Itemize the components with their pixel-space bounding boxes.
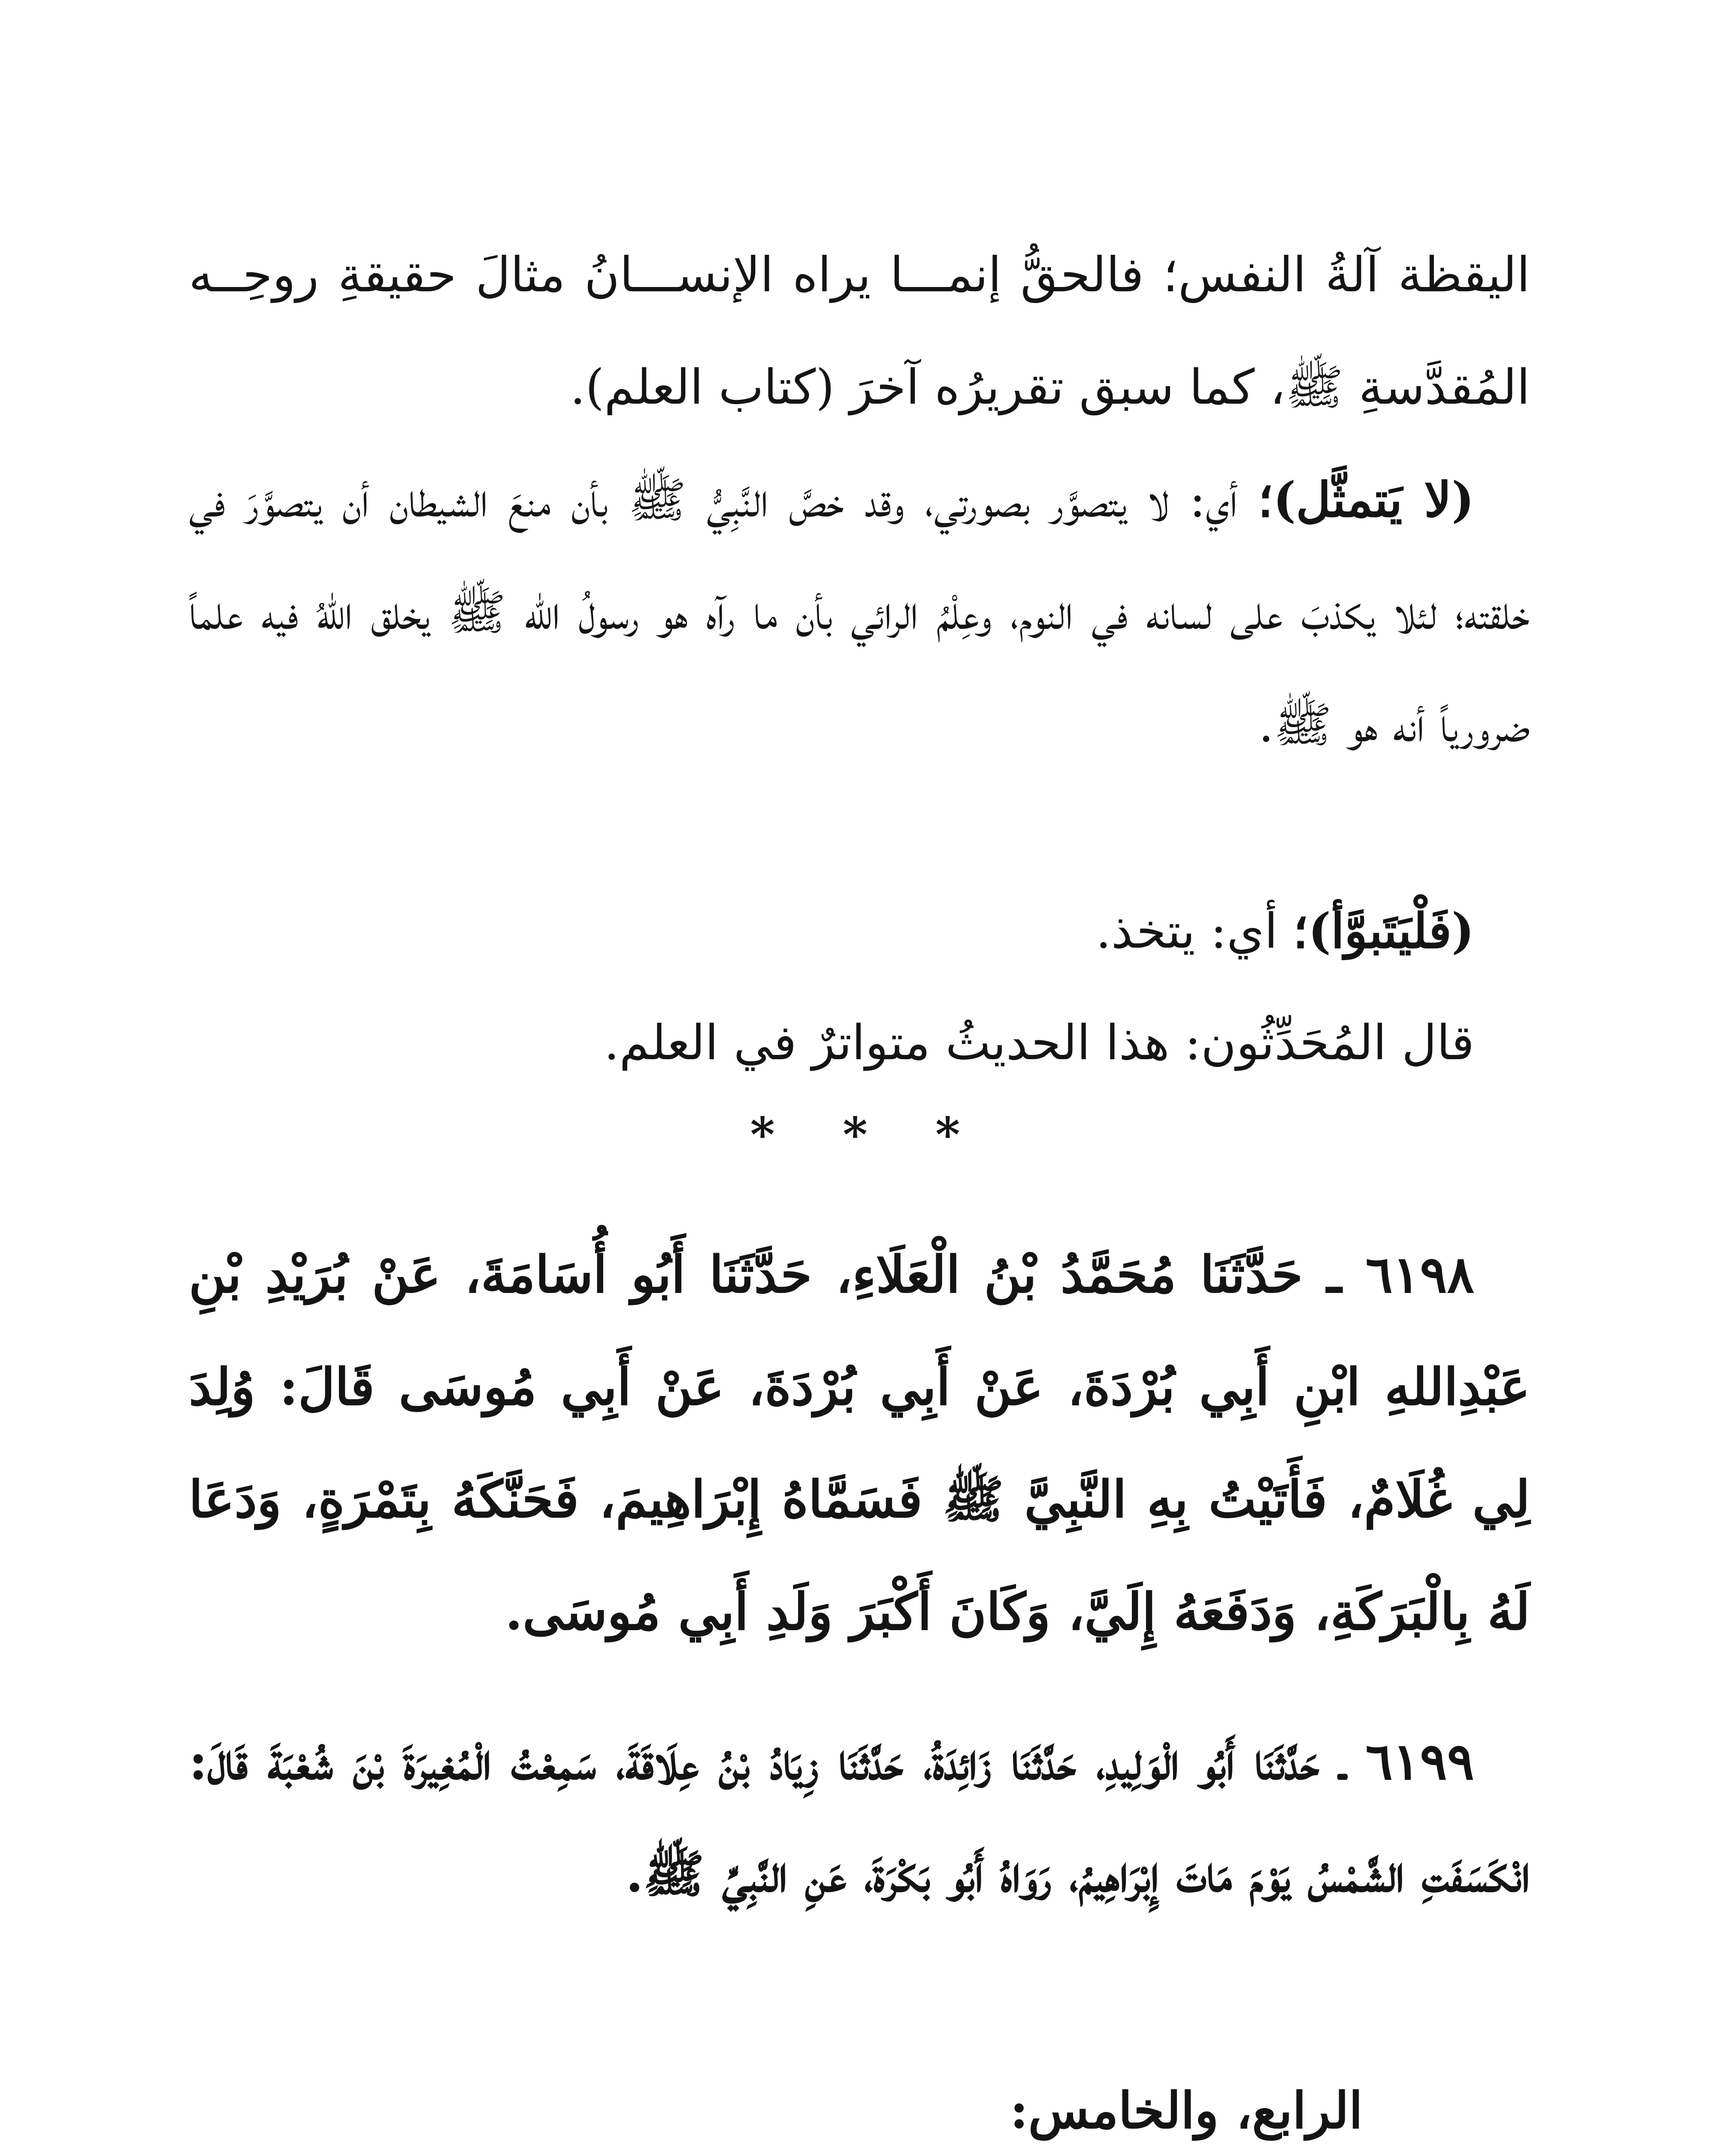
commentary-paragraph-2-text: أي: لا يتصوَّر بصورتي، وقد خصَّ النَّبِيُّ ﷺ بأن منعَ الشيطان أن يتصوَّرَ في خلقته؛ لئلا يكذبَ على لسانه في النوم، وعِلْمُ الرائي بأن ما رآه هو رسولُ الله ﷺ يخلق اللهُ فيه علماً ضرورياً أنه هو ﷺ. — [189, 472, 1530, 753]
commentary-paragraph-2 — [189, 444, 1530, 781]
commentary-paragraph-1: اليقظة آلةُ النفس؛ فالحقُّ إنمـــا يراه الإنســـانُ مثالَ حقيقةِ روحِــه المُقدَّسةِ ﷺ، كما سبق تقريرُه آخرَ (كتاب العلم). — [189, 247, 1530, 415]
commentary-paragraph-3 — [189, 875, 1530, 988]
section-heading: الرابع، والخامس: — [1010, 2082, 1363, 2140]
hadith-6199: ٦١٩٩ ـ حَدَّثَنَا أَبُو الْوَلِيدِ، حَدَّثَنَا زَائِدَةُ، حَدَّثَنَا زِيَادُ بْنُ عِلَاقَةَ، سَمِعْتُ الْمُغِيرَةَ بْنَ شُعْبَةَ قَالَ: انْكَسَفَتِ الشَّمْسُ يَوْمَ مَاتَ إِبْرَاهِيمُ، رَوَاهُ أَبُو بَكْرَةَ، عَنِ النَّبِيِّ ﷺ. — [189, 1731, 1530, 1903]
section-separator: * * * — [750, 1107, 986, 1162]
quoted-term-falyatabawwa: (فَلْيَتَبوَّأ)؛ — [1293, 903, 1474, 959]
commentary-paragraph-3-text: أي: يتخذ. — [1096, 903, 1293, 959]
quoted-term-la-yatamaththal: (لا يَتمثَّل)؛ — [1258, 472, 1474, 528]
hadith-6198: ٦١٩٨ ـ حَدَّثَنَا مُحَمَّدُ بْنُ الْعَلَاءِ، حَدَّثَنَا أَبُو أُسَامَةَ، عَنْ بُرَيْدِ بْنِ عَبْدِاللهِ ابْنِ أَبِي بُرْدَةَ، عَنْ أَبِي بُرْدَةَ، عَنْ أَبِي مُوسَى قَالَ: وُلِدَ لِي غُلَامٌ، فَأَتَيْتُ بِهِ النَّبِيَّ ﷺ فَسَمَّاهُ إِبْرَاهِيمَ، فَحَنَّكَهُ بِتَمْرَةٍ، وَدَعَا لَهُ بِالْبَرَكَةِ، وَدَفَعَهُ إِلَيَّ، وَكَانَ أَكْبَرَ وَلَدِ أَبِي مُوسَى. — [189, 1245, 1530, 1641]
commentary-paragraph-4: قال المُحَدِّثُون: هذا الحديثُ متواترٌ في العلم. — [604, 1015, 1474, 1071]
